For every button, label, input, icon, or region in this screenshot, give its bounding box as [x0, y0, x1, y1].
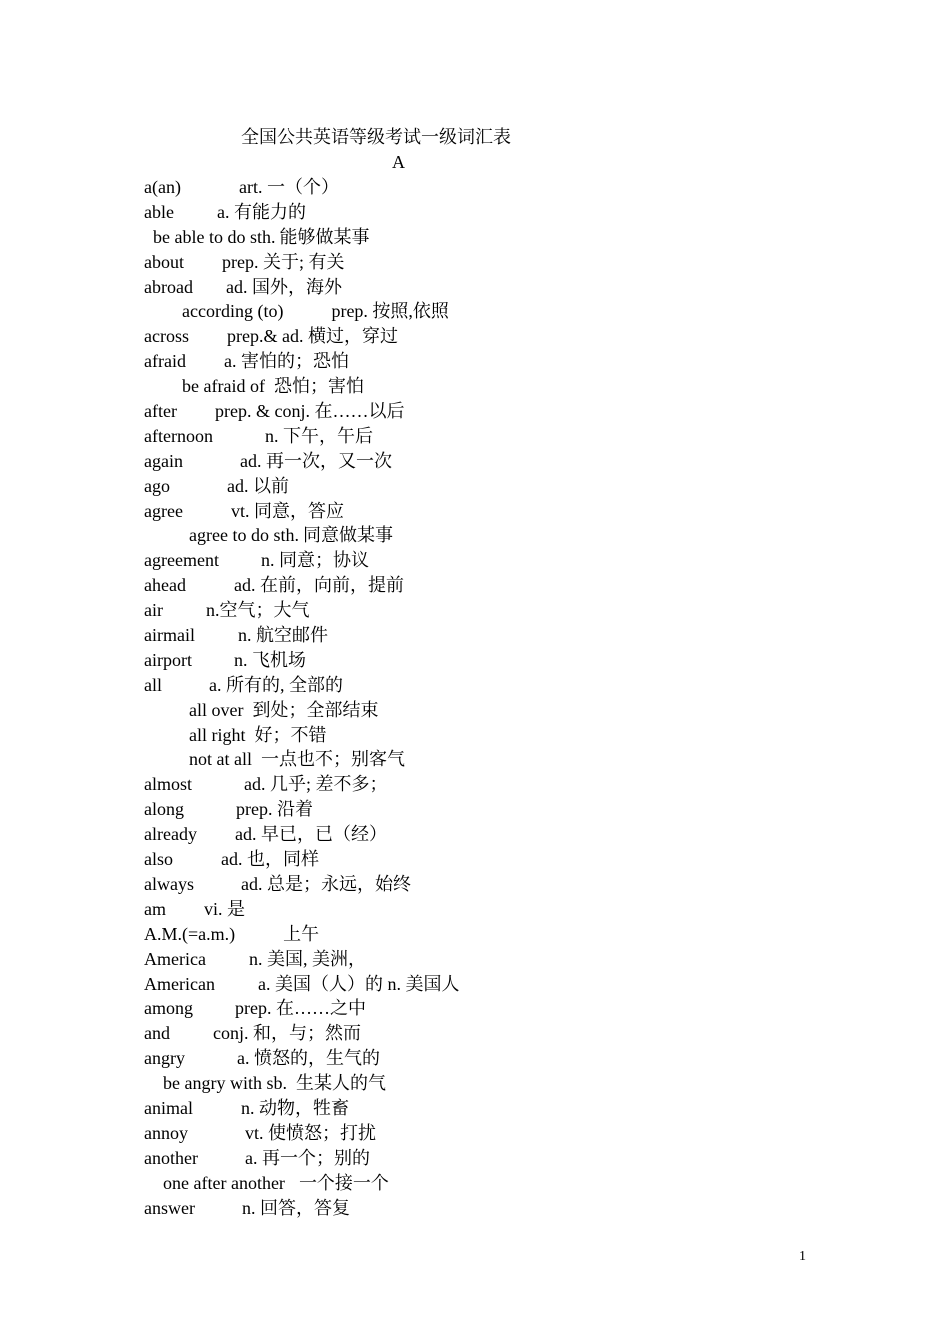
- entry-word: already: [144, 824, 197, 845]
- vocabulary-entry: [144, 200, 844, 225]
- entry-definition: 同意做某事: [302, 525, 393, 546]
- vocabulary-list: [144, 175, 844, 1220]
- entry-definition: 上午: [283, 923, 320, 944]
- entry-definition: conj. 和，与；然而: [213, 1023, 361, 1044]
- entry-definition: prep. 按照,依照: [331, 301, 449, 322]
- vocabulary-entry: [144, 1071, 844, 1096]
- entry-definition: 能够做某事: [279, 226, 370, 247]
- vocabulary-entry: [144, 275, 844, 300]
- entry-definition: a. 害怕的；恐怕: [223, 351, 349, 372]
- vocabulary-entry: [144, 548, 844, 573]
- vocabulary-entry: [144, 324, 844, 349]
- entry-definition: prep. 关于; 有关: [222, 251, 345, 272]
- entry-word: one after another: [163, 1172, 285, 1193]
- entry-word: A.M.(=a.m.): [144, 923, 236, 944]
- vocabulary-entry: [144, 847, 844, 872]
- vocabulary-entry: [144, 399, 844, 424]
- entry-word: after: [144, 401, 177, 422]
- entry-definition: a. 美国（人）的 n. 美国人: [257, 973, 460, 994]
- vocabulary-entry: [144, 747, 844, 772]
- entry-word: all right: [189, 724, 246, 745]
- vocabulary-entry: [144, 573, 844, 598]
- vocabulary-entry: [144, 349, 844, 374]
- entry-word: ago: [144, 475, 170, 496]
- entry-definition: a. 再一个；别的: [244, 1147, 370, 1168]
- entry-word: able: [144, 201, 174, 222]
- vocabulary-entry: [144, 872, 844, 897]
- entry-word: not at all: [189, 749, 252, 770]
- entry-definition: vi. 是: [204, 898, 246, 919]
- entry-definition: ad. 在前，向前，提前: [233, 575, 404, 596]
- vocabulary-entry: [144, 449, 844, 474]
- entry-definition: ad. 国外，海外: [225, 276, 342, 297]
- entry-definition: ad. 再一次，又一次: [239, 450, 392, 471]
- entry-word: according (to): [182, 301, 284, 322]
- vocabulary-entry: [144, 1046, 844, 1071]
- vocabulary-entry: [144, 474, 844, 499]
- entry-definition: vt. 使愤怒；打扰: [245, 1122, 377, 1143]
- entry-definition: 到处；全部结束: [252, 699, 379, 720]
- vocabulary-entry: [144, 972, 844, 997]
- entry-definition: vt. 同意，答应: [230, 500, 344, 521]
- entry-word: a(an): [144, 177, 181, 197]
- entry-definition: n. 下午，午后: [264, 425, 373, 446]
- entry-word: all over: [189, 699, 244, 720]
- vocabulary-entry: [144, 797, 844, 822]
- vocabulary-entry: [144, 623, 844, 648]
- page-number: 1: [799, 1249, 806, 1264]
- vocabulary-entry: [144, 1146, 844, 1171]
- entry-definition: ad. 早已，已（经）: [234, 824, 387, 845]
- entry-word: among: [144, 998, 193, 1019]
- entry-word: air: [144, 600, 163, 621]
- entry-definition: prep. & conj. 在……以后: [214, 401, 405, 422]
- entry-definition: n.空气；大气: [205, 600, 310, 621]
- entry-word: abroad: [144, 276, 193, 297]
- entry-definition: ad. 以前: [227, 475, 289, 496]
- entry-definition: ad. 也，同样: [221, 849, 319, 870]
- entry-word: American: [144, 973, 215, 994]
- entry-definition: prep.& ad. 横过，穿过: [226, 326, 398, 347]
- entry-definition: ad. 总是；永远，始终: [240, 873, 411, 894]
- document-title: 全国公共英语等级考试一级词汇表: [241, 127, 511, 147]
- entry-definition: 好；不错: [254, 724, 327, 745]
- entry-word: agree: [144, 500, 183, 521]
- vocabulary-entry: [144, 897, 844, 922]
- entry-word: answer: [144, 1197, 195, 1218]
- entry-definition: 恐怕；害怕: [273, 376, 364, 397]
- vocabulary-entry: [144, 1021, 844, 1046]
- entry-word: be able to do sth.: [153, 226, 276, 247]
- entry-definition: a. 所有的, 全部的: [209, 674, 343, 695]
- vocabulary-entry: [144, 698, 844, 723]
- entry-word: airmail: [144, 625, 195, 646]
- vocabulary-entry: [144, 673, 844, 698]
- entry-definition: n. 同意；协议: [260, 550, 369, 571]
- vocabulary-entry: [144, 822, 844, 847]
- entry-word: about: [144, 251, 184, 272]
- entry-word: along: [144, 799, 184, 820]
- entry-word: almost: [144, 774, 192, 795]
- entry-definition: n. 回答，答复: [241, 1197, 350, 1218]
- vocabulary-entry: [144, 1121, 844, 1146]
- section-letter-heading: A: [392, 152, 405, 172]
- entry-word: another: [144, 1147, 198, 1168]
- entry-word: agreement: [144, 550, 219, 571]
- entry-word: all: [144, 674, 162, 695]
- vocabulary-entry: [144, 723, 844, 748]
- entry-definition: n. 美国, 美洲，: [248, 948, 366, 969]
- vocabulary-entry: [144, 922, 844, 947]
- entry-definition: 一点也不；别客气: [260, 749, 405, 770]
- entry-word: be angry with sb.: [163, 1073, 287, 1094]
- entry-definition: prep. 沿着: [236, 799, 313, 820]
- vocabulary-entry: [144, 175, 844, 200]
- vocabulary-entry: [144, 598, 844, 623]
- entry-definition: ad. 几乎; 差不多；: [244, 774, 388, 795]
- entry-word: agree to do sth.: [189, 525, 299, 546]
- entry-word: am: [144, 898, 166, 919]
- vocabulary-entry: [144, 772, 844, 797]
- entry-word: ahead: [144, 575, 186, 596]
- entry-word: across: [144, 326, 189, 347]
- entry-word: animal: [144, 1097, 193, 1118]
- entry-word: annoy: [144, 1122, 188, 1143]
- vocabulary-entry: [144, 996, 844, 1021]
- entry-word: afraid: [144, 351, 186, 372]
- entry-word: angry: [144, 1048, 185, 1069]
- entry-word: afternoon: [144, 425, 213, 446]
- entry-definition: prep. 在……之中: [235, 998, 366, 1019]
- entry-word: airport: [144, 649, 192, 670]
- vocabulary-entry: [144, 1096, 844, 1121]
- vocabulary-entry: [144, 374, 844, 399]
- vocabulary-entry: [144, 250, 844, 275]
- entry-word: America: [144, 948, 206, 969]
- entry-definition: a. 愤怒的，生气的: [236, 1048, 380, 1069]
- entry-definition: 生某人的气: [295, 1073, 386, 1094]
- vocabulary-entry: [144, 523, 844, 548]
- entry-word: be afraid of: [182, 376, 265, 397]
- entry-definition: n. 飞机场: [233, 649, 306, 670]
- entry-definition: art. 一（个）: [238, 177, 339, 197]
- vocabulary-entry: [144, 499, 844, 524]
- entry-definition: a. 有能力的: [216, 201, 306, 222]
- vocabulary-entry: [144, 424, 844, 449]
- entry-definition: n. 航空邮件: [237, 625, 328, 646]
- vocabulary-entry: [144, 1171, 844, 1196]
- vocabulary-entry: [144, 225, 844, 250]
- entry-definition: 一个接一个: [298, 1172, 389, 1193]
- entry-definition: n. 动物，牲畜: [240, 1097, 349, 1118]
- vocabulary-entry: [144, 1196, 844, 1221]
- entry-word: also: [144, 849, 173, 870]
- vocabulary-entry: [144, 947, 844, 972]
- entry-word: again: [144, 450, 183, 471]
- vocabulary-entry: [144, 648, 844, 673]
- vocabulary-entry: [144, 299, 844, 324]
- entry-word: and: [144, 1023, 170, 1044]
- entry-word: always: [144, 873, 194, 894]
